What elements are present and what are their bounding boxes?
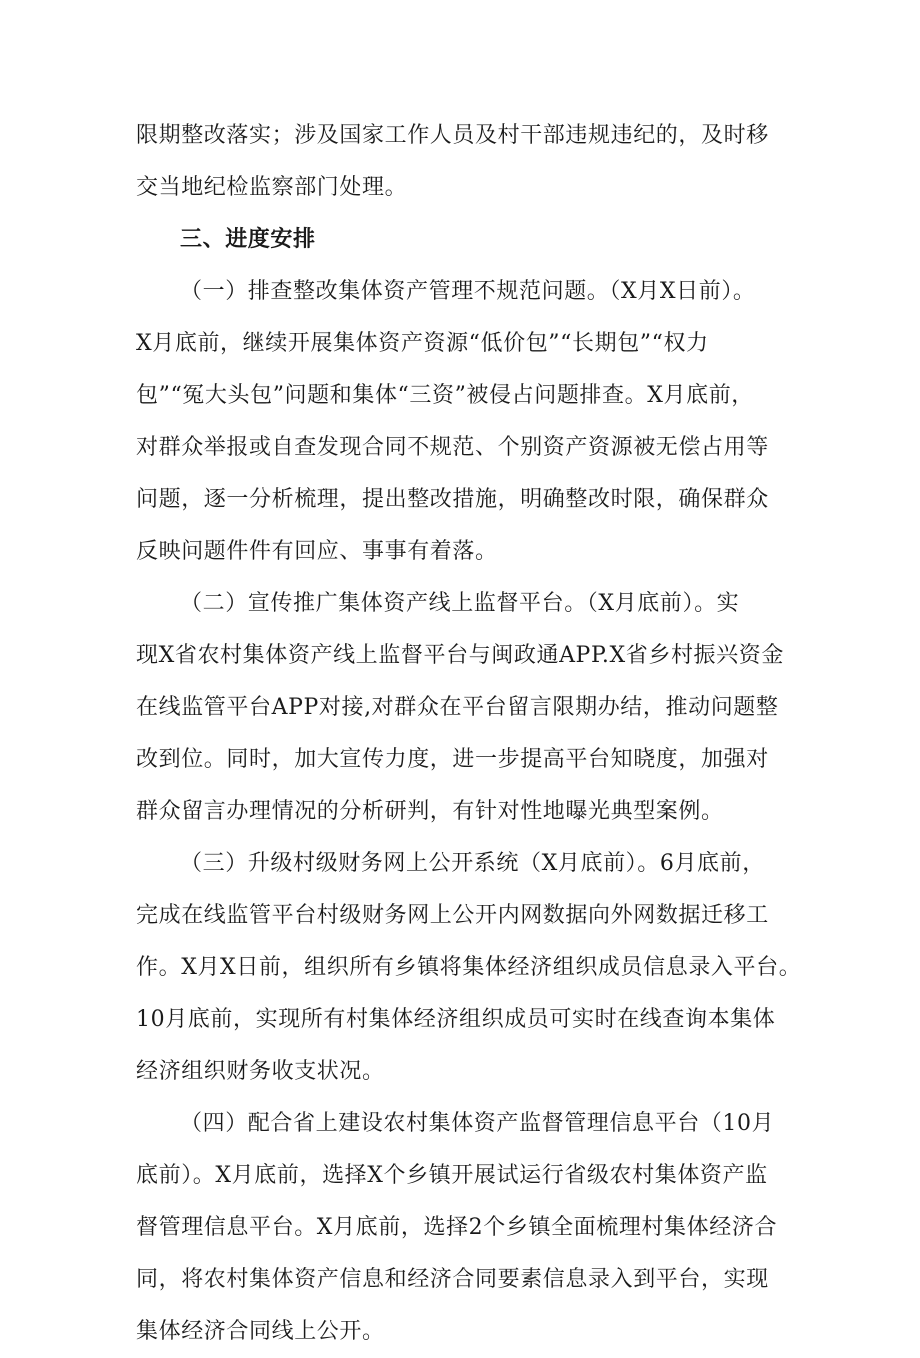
text-line: 督管理信息平台。X月底前，选择2个乡镇全面梳理村集体经济合 [136,1215,778,1240]
paragraph-item-4 [136,1098,796,1358]
text-line: 包”“冤大头包”问题和集体“三资”被侵占问题排查。X月底前， [136,383,754,408]
text-line: （一）排查整改集体资产管理不规范问题。（X月X日前）。 [180,279,756,304]
text-line: 反映问题件件有回应、事事有着落。 [136,539,498,564]
text-line: 10月底前，实现所有村集体经济组织成员可实时在线查询本集体 [136,1007,776,1032]
paragraph-item-1 [136,266,796,578]
text-line: 限期整改落实；涉及国家工作人员及村干部违规违纪的，及时移 [136,123,769,148]
document-body [136,110,802,1358]
text-line: 同，将农村集体资产信息和经济合同要素信息录入到平台，实现 [136,1267,769,1292]
text-line: 问题，逐一分析梳理，提出整改措施，明确整改时限，确保群众 [136,487,769,512]
text-line: 集体经济合同线上公开。 [136,1319,385,1344]
section-heading: 三、进度安排 [180,227,316,252]
text-line: 交当地纪检监察部门处理。 [136,175,408,200]
text-line: （三）升级村级财务网上公开系统（X月底前）。6月底前， [180,851,765,876]
text-line: （四）配合省上建设农村集体资产监督管理信息平台（10月 [180,1111,775,1136]
text-line: （二）宣传推广集体资产线上监督平台。（X月底前）。实 [180,591,740,616]
text-line: X月底前，继续开展集体资产资源“低价包”“长期包”“权力 [136,331,709,356]
paragraph-item-3 [136,838,802,1098]
text-line: 作。X月X日前，组织所有乡镇将集体经济组织成员信息录入平台。 [136,955,802,980]
text-line: 现X省农村集体资产线上监督平台与闽政通APP.X省乡村振兴资金 [136,643,784,668]
paragraph-item-2 [136,578,796,838]
text-line: 在线监管平台APP对接,对群众在平台留言限期办结，推动问题整 [136,695,779,720]
text-line: 完成在线监管平台村级财务网上公开内网数据向外网数据迁移工 [136,903,769,928]
text-line: 经济组织财务收支状况。 [136,1059,385,1084]
text-line: 对群众举报或自查发现合同不规范、个别资产资源被无偿占用等 [136,435,769,460]
continuation-paragraph [136,110,796,214]
text-line: 底前）。X月底前，选择X个乡镇开展试运行省级农村集体资产监 [136,1163,768,1188]
text-line: 群众留言办理情况的分析研判，有针对性地曝光典型案例。 [136,799,724,824]
text-line: 改到位。同时，加大宣传力度，进一步提高平台知晓度，加强对 [136,747,769,772]
